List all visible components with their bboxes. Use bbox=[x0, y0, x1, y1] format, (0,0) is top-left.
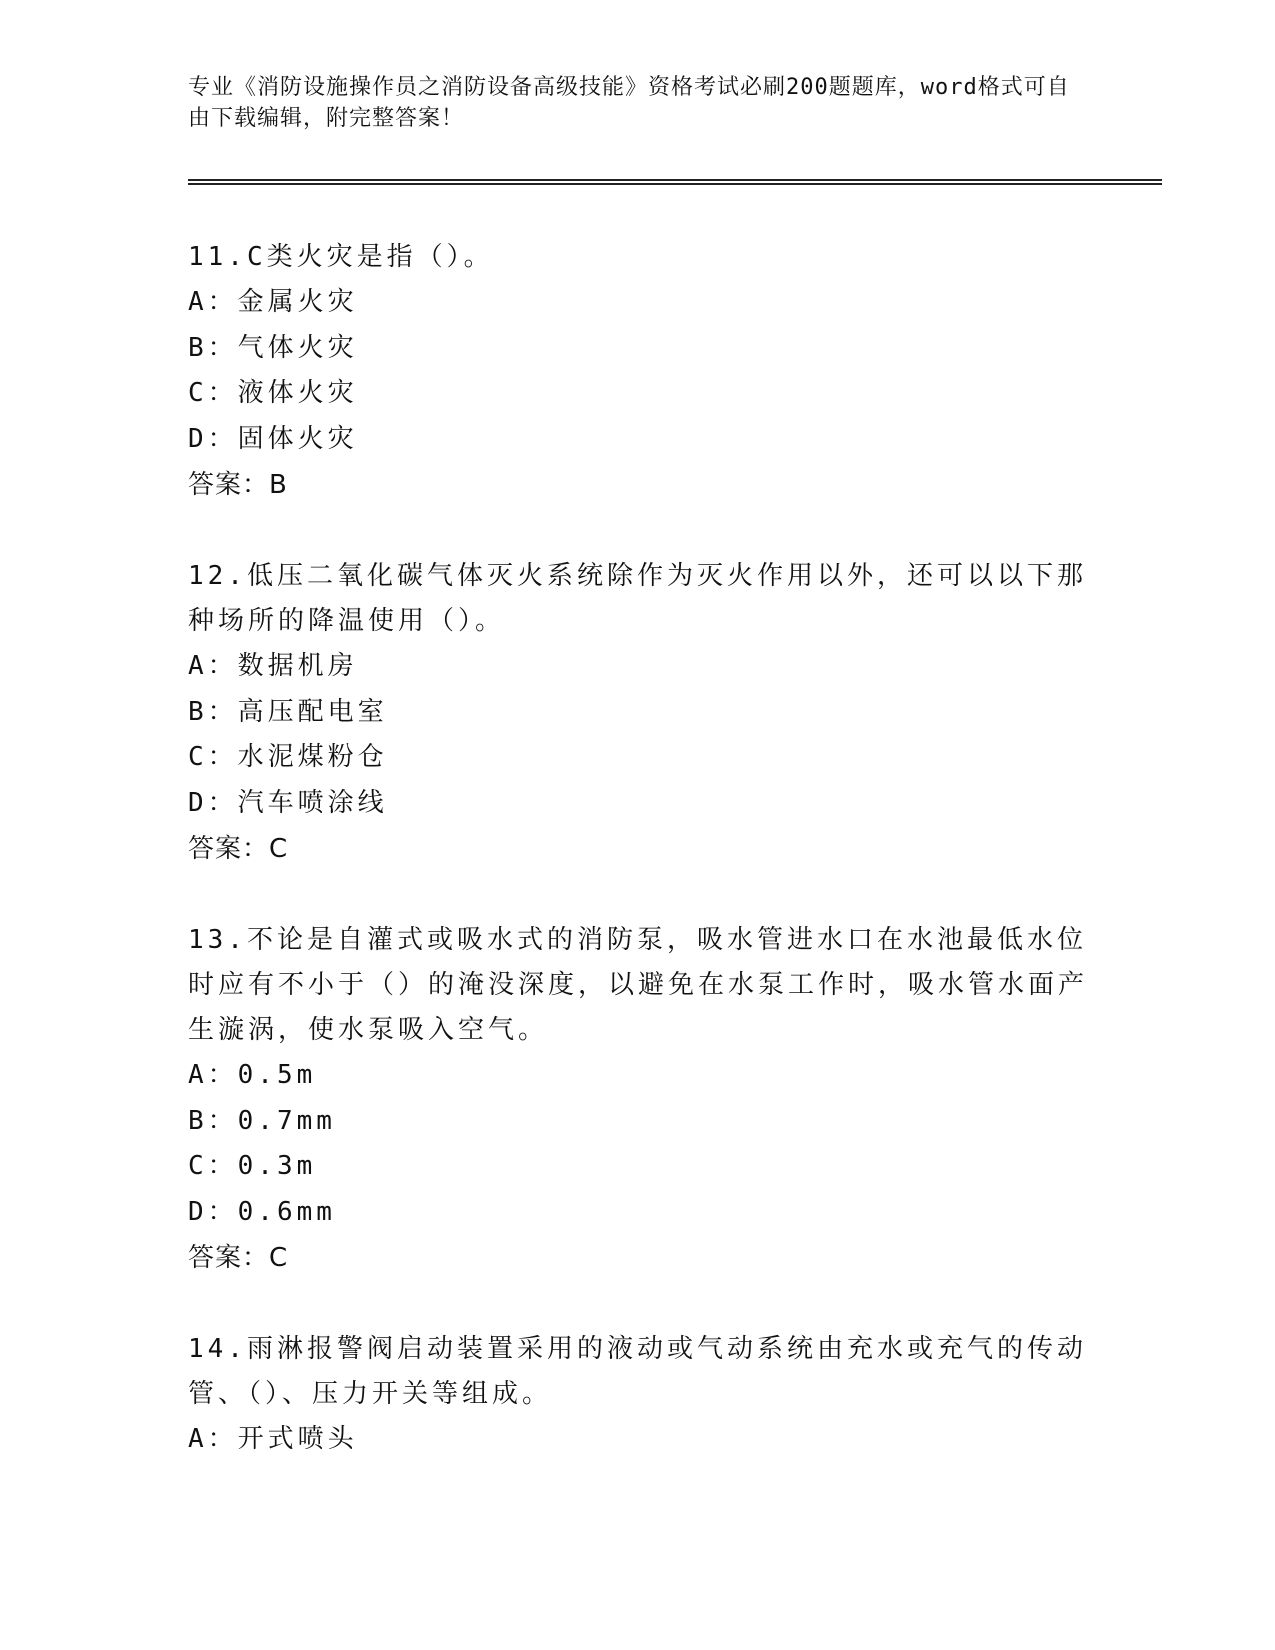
option-d: D：固体火灾 bbox=[188, 423, 358, 454]
document-header: 专业《消防设施操作员之消防设备高级技能》资格考试必刷200题题库，word格式可自由下载编辑，附完整答案！ bbox=[188, 75, 1070, 131]
option-a: A：金属火灾 bbox=[188, 287, 358, 317]
question-text: 11.C类火灾是指（）。 bbox=[188, 242, 494, 272]
answer: 答案：C bbox=[188, 1243, 289, 1273]
question-list bbox=[188, 235, 1088, 1509]
option-b: B：气体火灾 bbox=[188, 332, 358, 363]
question-text: 14.雨淋报警阀启动装置采用的液动或气动系统由充水或充气的传动管、（）、压力开关等组成。 bbox=[188, 1334, 1087, 1409]
question-12 bbox=[188, 554, 1088, 872]
question-text: 12.低压二氧化碳气体灭火系统除作为灭火作用以外，还可以以下那种场所的降温使用（）。 bbox=[188, 561, 1087, 636]
question-11 bbox=[188, 235, 1088, 508]
option-d: D：0.6mm bbox=[188, 1196, 336, 1227]
option-a: A：数据机房 bbox=[188, 651, 358, 681]
option-c: C：0.3m bbox=[188, 1151, 317, 1181]
option-d: D：汽车喷涂线 bbox=[188, 787, 388, 818]
option-b: B：高压配电室 bbox=[188, 696, 388, 727]
header-divider-bottom bbox=[188, 183, 1162, 185]
option-b: B：0.7mm bbox=[188, 1105, 336, 1136]
answer: 答案：C bbox=[188, 834, 289, 864]
option-c: C：水泥煤粉仓 bbox=[188, 742, 388, 772]
question-text: 13.不论是自灌式或吸水式的消防泵，吸水管进水口在水池最低水位时应有不小于（）的淹没深度，以避免在水泵工作时，吸水管水面产生漩涡，使水泵吸入空气。 bbox=[188, 925, 1089, 1045]
question-14 bbox=[188, 1327, 1088, 1463]
header-divider-top bbox=[188, 179, 1162, 181]
answer: 答案：B bbox=[188, 470, 288, 500]
question-13 bbox=[188, 918, 1088, 1281]
option-a: A：开式喷头 bbox=[188, 1424, 358, 1454]
option-a: A：0.5m bbox=[188, 1060, 317, 1090]
option-c: C：液体火灾 bbox=[188, 378, 358, 408]
